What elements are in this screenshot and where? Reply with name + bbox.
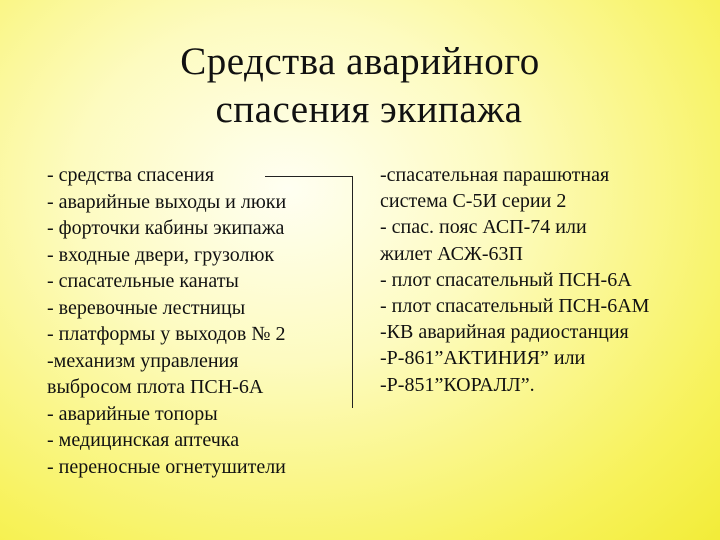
right-list-item: -КВ аварийная радиостанция [380,321,629,344]
right-list-item: - спас. пояс АСП-74 или [380,216,587,239]
left-list-item: - аварийные топоры [47,402,218,425]
bracket-horizontal-line [265,176,353,177]
left-list-item: - аварийные выходы и люки [47,190,287,213]
left-list-item: - входные двери, грузолюк [47,243,275,266]
bracket-vertical-line [352,176,353,408]
right-list-item: -Р-851”КОРАЛЛ”. [380,373,535,396]
left-list-item: - форточки кабины экипажа [47,217,285,239]
slide-title-line-1: Средства аварийного [180,40,540,83]
left-list-item: - медицинская аптечка [47,429,240,451]
right-list-item: система С-5И серии 2 [380,190,567,213]
left-list [47,162,347,480]
left-list-item: - платформы у выходов № 2 [47,323,286,345]
right-list-item: - плот спасательный ПСН-6А [380,268,632,291]
right-list-item: жилет АСЖ-63П [380,242,523,265]
right-list-item: -Р-861”АКТИНИЯ” или [380,347,586,370]
left-list-item: - переносные огнетушители [47,455,286,478]
left-list-item: выбросом плота ПСН-6А [47,376,264,398]
right-list [380,162,710,398]
left-list-item: - веревочные лестницы [47,296,246,319]
right-list-item: -спасательная парашютная [380,164,610,186]
right-list-item: - плот спасательный ПСН-6АМ [380,295,650,318]
slide-title [0,38,720,134]
left-list-item: -механизм управления [47,349,239,372]
left-list-item: - спасательные канаты [47,270,239,292]
slide-title-line-2: спасения экипажа [215,88,523,131]
left-list-item: - средства спасения [47,164,215,186]
